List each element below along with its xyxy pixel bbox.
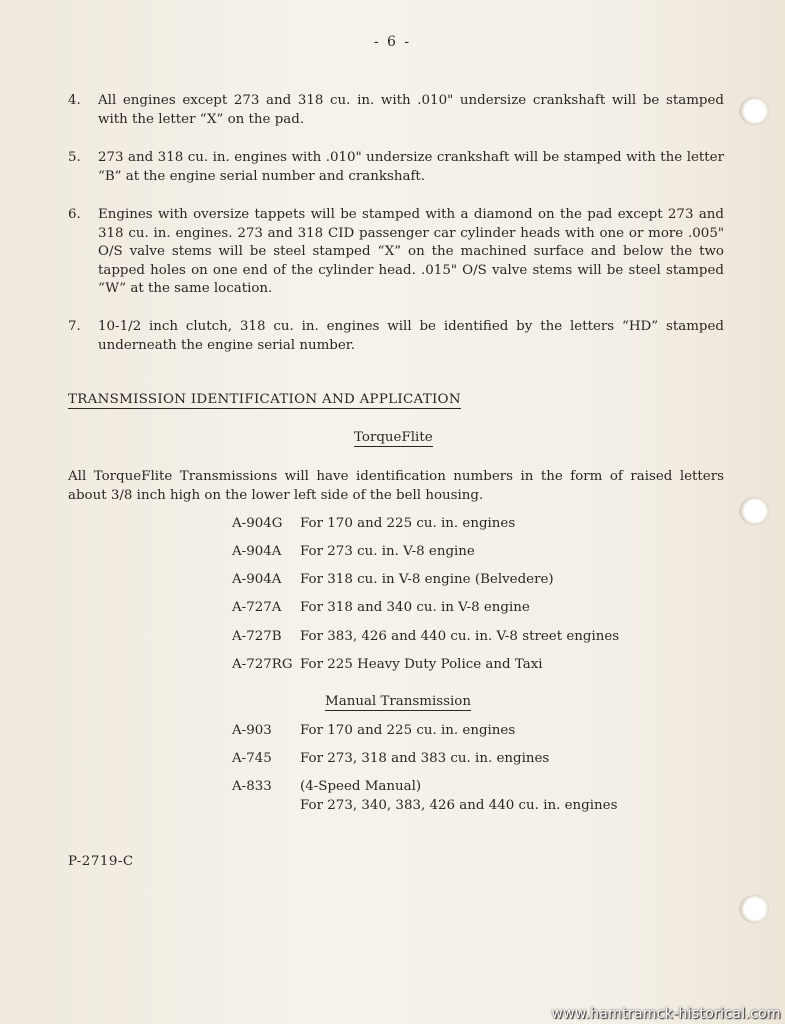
item-number: 4.	[68, 93, 81, 108]
torqueflite-heading: TorqueFlite	[354, 430, 433, 445]
list-item	[68, 206, 724, 299]
item-text: 10-1/2 inch clutch, 318 cu. in. engines will be identified by the letters “HD” stamped underneath the engine serial number.	[98, 319, 724, 353]
punch-hole	[741, 498, 769, 524]
transmission-code: A-745	[232, 751, 272, 766]
punch-hole	[741, 896, 769, 922]
transmission-desc: For 273 cu. in. V-8 engine	[300, 544, 475, 559]
transmission-desc: For 318 and 340 cu. in V-8 engine	[300, 600, 530, 615]
transmission-code: A-727B	[232, 629, 282, 644]
page-number: - 6 -	[373, 34, 412, 50]
item-number: 6.	[68, 207, 81, 222]
transmission-code: A-727RG	[232, 657, 293, 672]
transmission-desc: (4-Speed Manual)	[300, 779, 422, 794]
section-heading: TRANSMISSION IDENTIFICATION AND APPLICATION	[68, 392, 461, 407]
transmission-desc: For 273, 340, 383, 426 and 440 cu. in. engines	[300, 798, 618, 813]
transmission-desc: For 383, 426 and 440 cu. in. V-8 street engines	[300, 629, 620, 644]
item-text: All engines except 273 and 318 cu. in. with .010" undersize crankshaft will be stamped with the letter “X” on the pad.	[98, 93, 724, 127]
transmission-code: A-904A	[232, 572, 282, 587]
transmission-code: A-833	[232, 779, 272, 794]
transmission-desc: For 170 and 225 cu. in. engines	[300, 723, 516, 738]
list-item	[68, 92, 724, 129]
list-item	[68, 318, 724, 355]
transmission-desc: For 273, 318 and 383 cu. in. engines	[300, 751, 550, 766]
list-item	[68, 149, 724, 186]
transmission-code: A-904A	[232, 544, 282, 559]
transmission-code: A-904G	[232, 516, 283, 531]
item-number: 7.	[68, 319, 81, 334]
item-number: 5.	[68, 150, 81, 165]
transmission-code: A-903	[232, 723, 272, 738]
transmission-desc: For 225 Heavy Duty Police and Taxi	[300, 657, 543, 672]
torqueflite-intro: All TorqueFlite Transmissions will have identification numbers in the form of raised letters about 3/8 inch high on the lower left side of the bell housing.	[68, 469, 724, 503]
transmission-code: A-727A	[232, 600, 282, 615]
transmission-desc: For 170 and 225 cu. in. engines	[300, 516, 516, 531]
watermark: www.hamtramck-historical.com	[551, 1006, 781, 1022]
transmission-desc: For 318 cu. in V-8 engine (Belvedere)	[300, 572, 554, 587]
document-code: P-2719-C	[68, 854, 134, 869]
item-text: Engines with oversize tappets will be stamped with a diamond on the pad except 273 and 318 cu. in. engines. 273 and 318 CID passenger car cylinder heads with one or more .005" O/S valve stems will be steel stamped “X” on the machined surface and below the two tapped holes on one end of the cylinder head. .015" O/S valve stems will be steel stamped “W” at the same location.	[98, 207, 724, 296]
punch-hole	[741, 98, 769, 124]
manual-heading: Manual Transmission	[325, 694, 471, 709]
item-text: 273 and 318 cu. in. engines with .010" undersize crankshaft will be stamped with the letter “B” at the engine serial number and crankshaft.	[98, 150, 724, 184]
